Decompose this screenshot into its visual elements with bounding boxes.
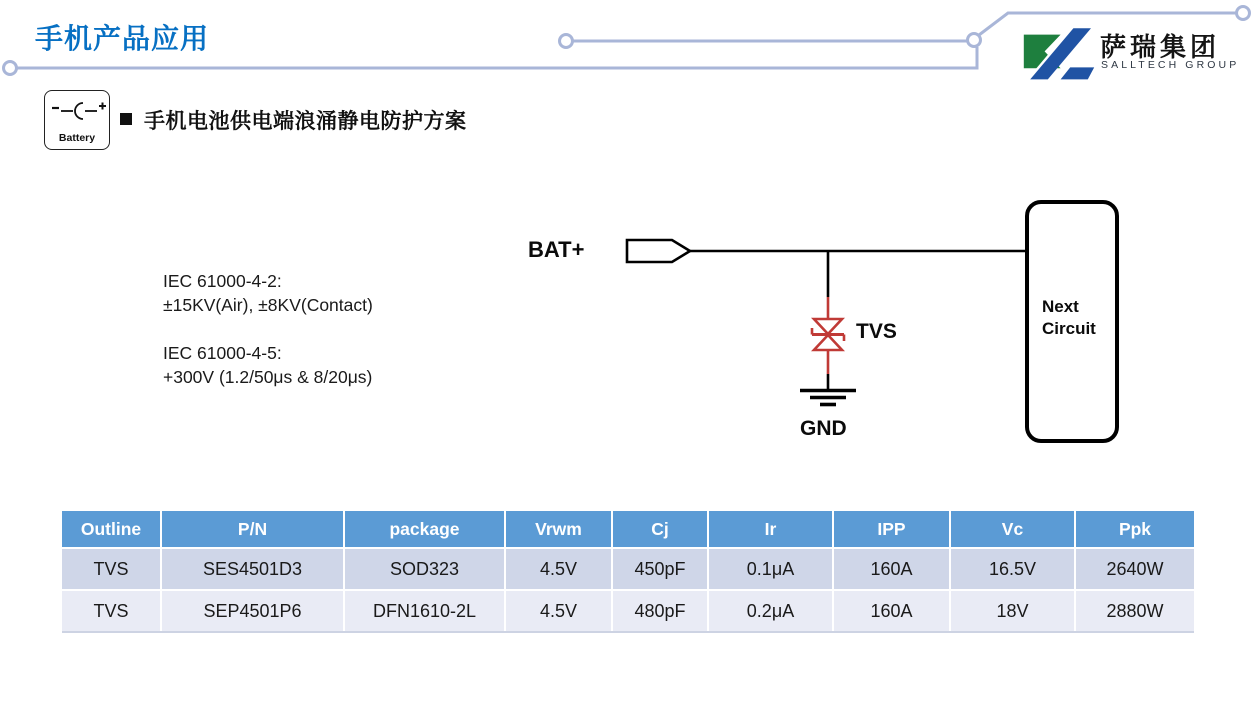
parts-table	[62, 511, 1194, 633]
cell: 450pF	[612, 548, 708, 590]
cell: 480pF	[612, 590, 708, 632]
next-circuit-line2: Circuit	[1042, 319, 1096, 338]
header-cell-vc: Vc	[950, 511, 1075, 548]
cell: 0.2μA	[708, 590, 833, 632]
header-cell-ipp: IPP	[833, 511, 950, 548]
logo-name-en: SALLTECH GROUP	[1101, 59, 1240, 71]
bat-connector-icon	[627, 240, 690, 262]
table-row	[62, 548, 1194, 590]
ground-icon	[800, 374, 856, 405]
cell: TVS	[62, 590, 161, 632]
iec-spec-line: IEC 61000-4-5:	[163, 343, 282, 363]
gnd-label: GND	[800, 417, 847, 440]
battery-symbol-icon	[46, 95, 108, 127]
cell: DFN1610-2L	[344, 590, 505, 632]
circuit-diagram	[627, 240, 1026, 405]
cell: TVS	[62, 548, 161, 590]
cell: 0.1μA	[708, 548, 833, 590]
cell: 16.5V	[950, 548, 1075, 590]
next-circuit-line1: Next	[1042, 297, 1079, 316]
header-cell-pn: P/N	[161, 511, 344, 548]
iec-spec-line: IEC 61000-4-2:	[163, 271, 282, 291]
tvs-diode-icon	[812, 297, 844, 374]
tvs-label: TVS	[856, 320, 897, 343]
cell: 2640W	[1075, 548, 1194, 590]
bat-plus-label: BAT+	[528, 237, 585, 262]
header-cell-vrwm: Vrwm	[505, 511, 612, 548]
header-cell-package: package	[344, 511, 505, 548]
cell: SES4501D3	[161, 548, 344, 590]
cell: SEP4501P6	[161, 590, 344, 632]
spec-gap	[163, 317, 373, 341]
battery-icon	[44, 90, 110, 150]
next-circuit-box	[1025, 200, 1119, 443]
iec-spec-block	[163, 269, 373, 389]
cell: 4.5V	[505, 548, 612, 590]
table-row	[62, 590, 1194, 632]
cell: 160A	[833, 548, 950, 590]
cell: 4.5V	[505, 590, 612, 632]
page-title: 手机产品应用	[35, 23, 210, 54]
header-cell-ir: Ir	[708, 511, 833, 548]
header-cell-ppk: Ppk	[1075, 511, 1194, 548]
battery-icon-label: Battery	[58, 132, 96, 144]
logo-name-cn: 萨瑞集团	[1100, 32, 1221, 62]
section-heading: 手机电池供电端浪涌静电防护方案	[144, 110, 467, 133]
header-cell-outline: Outline	[62, 511, 161, 548]
cell: 160A	[833, 590, 950, 632]
header-cell-cj: Cj	[612, 511, 708, 548]
iec-spec-line: +300V (1.2/50μs & 8/20μs)	[163, 367, 373, 387]
iec-spec-line: ±15KV(Air), ±8KV(Contact)	[163, 295, 373, 315]
salltech-logo-icon	[1024, 28, 1094, 79]
bullet-square-icon	[120, 113, 132, 125]
cell: SOD323	[344, 548, 505, 590]
table-header-row	[62, 511, 1194, 548]
cell: 2880W	[1075, 590, 1194, 632]
cell: 18V	[950, 590, 1075, 632]
